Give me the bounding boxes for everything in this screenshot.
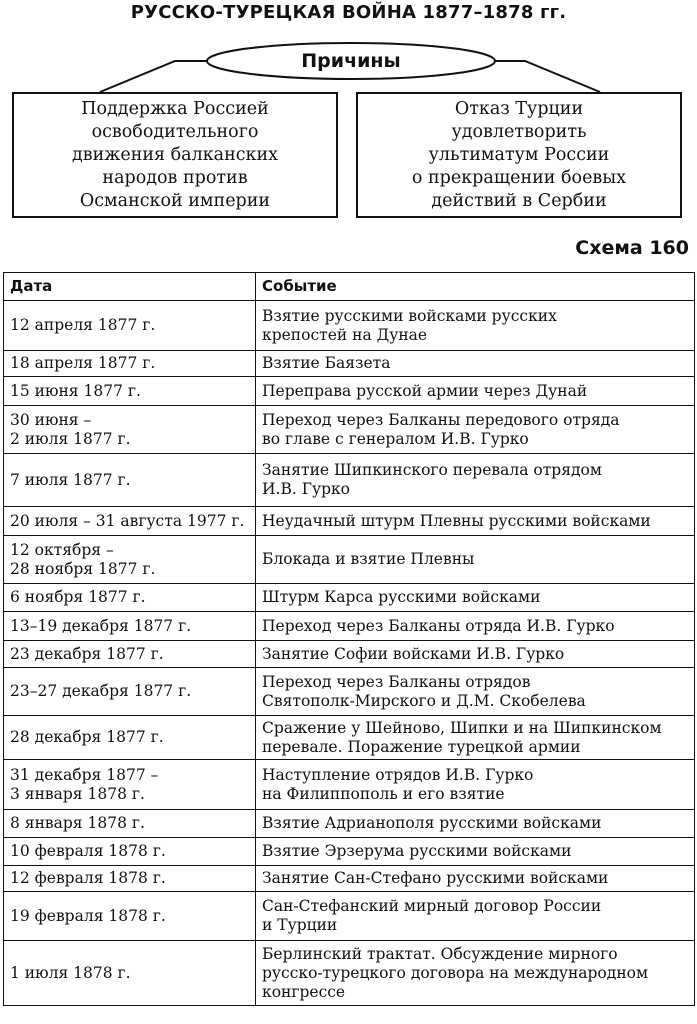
table-row	[4, 866, 695, 892]
table-row	[4, 406, 695, 454]
table-row	[4, 810, 695, 838]
table-header-row	[4, 273, 695, 301]
cell-event: Наступление отрядов И.В. Гурко на Филиппополь и его взятие	[256, 760, 695, 810]
cell-event: Переход через Балканы отрядов Святополк-Мирского и Д.М. Скобелева	[256, 668, 695, 716]
cell-event: Взятие Адрианополя русскими войсками	[256, 810, 695, 838]
cause-box-right: Отказ Турции удовлетворить ультиматум России о прекращении боевых действий в Сербии	[356, 92, 682, 218]
cell-event: Занятие Софии войсками И.В. Гурко	[256, 641, 695, 668]
cell-event: Переправа русской армии через Дунай	[256, 377, 695, 406]
cell-date: 7 июля 1877 г.	[4, 454, 256, 507]
cell-date: 30 июня – 2 июля 1877 г.	[4, 406, 256, 454]
cell-date: 6 ноября 1877 г.	[4, 584, 256, 612]
cell-date: 10 февраля 1878 г.	[4, 838, 256, 866]
cell-event: Неудачный штурм Плевны русскими войсками	[256, 507, 695, 536]
cell-event: Блокада и взятие Плевны	[256, 536, 695, 584]
cell-event: Сан-Стефанский мирный договор России и Турции	[256, 892, 695, 941]
table-row	[4, 892, 695, 941]
scheme-number-label: Схема 160	[575, 237, 689, 259]
cell-date: 12 октября – 28 ноября 1877 г.	[4, 536, 256, 584]
table-row	[4, 760, 695, 810]
table-row	[4, 536, 695, 584]
cell-event: Занятие Шипкинского перевала отрядом И.В. Гурко	[256, 454, 695, 507]
cell-event: Переход через Балканы передового отряда во главе с генералом И.В. Гурко	[256, 406, 695, 454]
table-row	[4, 584, 695, 612]
cell-date: 1 июля 1878 г.	[4, 941, 256, 1006]
cell-date: 28 декабря 1877 г.	[4, 716, 256, 760]
table-row	[4, 507, 695, 536]
table-row	[4, 716, 695, 760]
table-row	[4, 454, 695, 507]
cell-date: 13–19 декабря 1877 г.	[4, 612, 256, 641]
table-row	[4, 641, 695, 668]
cell-event: Берлинский трактат. Обсуждение мирного русско-турецкого договора на международном конгрессе	[256, 941, 695, 1006]
table-row	[4, 351, 695, 377]
cause-box-left: Поддержка Россией освободительного движения балканских народов против Османской империи	[12, 92, 338, 218]
table-row	[4, 941, 695, 1006]
cell-event: Взятие Эрзерума русскими войсками	[256, 838, 695, 866]
header-event: Событие	[256, 273, 695, 301]
page-title: РУССКО-ТУРЕЦКАЯ ВОЙНА 1877–1878 гг.	[130, 2, 567, 23]
cell-event: Взятие Баязета	[256, 351, 695, 377]
table-row	[4, 612, 695, 641]
cell-date: 20 июля – 31 августа 1977 г.	[4, 507, 256, 536]
table-row	[4, 301, 695, 351]
cell-date: 12 апреля 1877 г.	[4, 301, 256, 351]
cell-date: 15 июня 1877 г.	[4, 377, 256, 406]
cell-event: Занятие Сан-Стефано русскими войсками	[256, 866, 695, 892]
left-connector-line	[100, 61, 207, 92]
right-connector-line	[495, 61, 600, 92]
table-row	[4, 377, 695, 406]
header-date: Дата	[4, 273, 256, 301]
cell-date: 19 февраля 1878 г.	[4, 892, 256, 941]
cell-event: Сражение у Шейново, Шипки и на Шипкинском перевале. Поражение турецкой армии	[256, 716, 695, 760]
events-table	[3, 272, 695, 1006]
cell-date: 12 февраля 1878 г.	[4, 866, 256, 892]
cell-date: 23 декабря 1877 г.	[4, 641, 256, 668]
cell-date: 31 декабря 1877 – 3 января 1878 г.	[4, 760, 256, 810]
cell-date: 8 января 1878 г.	[4, 810, 256, 838]
cell-event: Переход через Балканы отряда И.В. Гурко	[256, 612, 695, 641]
cell-date: 18 апреля 1877 г.	[4, 351, 256, 377]
table-row	[4, 838, 695, 866]
table-row	[4, 668, 695, 716]
causes-label: Причины	[301, 50, 401, 72]
cell-event: Штурм Карса русскими войсками	[256, 584, 695, 612]
cell-event: Взятие русскими войсками русских крепостей на Дунае	[256, 301, 695, 351]
cell-date: 23–27 декабря 1877 г.	[4, 668, 256, 716]
